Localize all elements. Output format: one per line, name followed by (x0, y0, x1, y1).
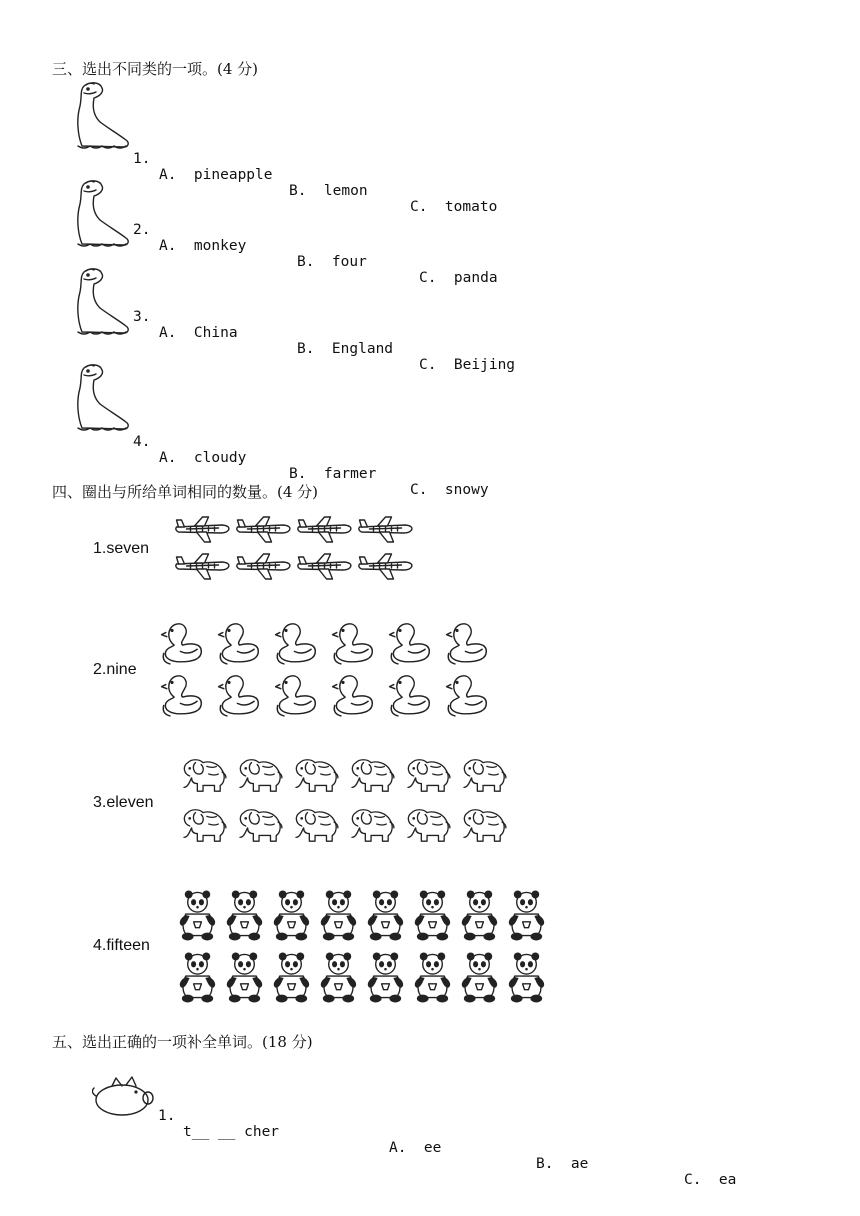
airplane-icon[interactable] (355, 551, 416, 581)
question-row (133, 293, 693, 373)
duck-icon[interactable] (268, 620, 325, 666)
panda-icon[interactable] (315, 950, 362, 1004)
question-number: 1. (133, 151, 151, 167)
airplane-icon[interactable] (355, 514, 416, 544)
option-c[interactable]: C. tomato (410, 199, 498, 215)
panda-icon[interactable] (456, 950, 503, 1004)
duck-icon[interactable] (268, 672, 325, 718)
option-c[interactable]: C. ea (684, 1172, 737, 1188)
count-label: 3.eleven (93, 794, 154, 811)
question-number: 3. (133, 309, 151, 325)
word-blank: t__ __ cher (183, 1124, 280, 1140)
option-a[interactable]: A. ee (389, 1140, 442, 1156)
elephant-icon[interactable] (456, 755, 512, 795)
airplane-icon[interactable] (172, 551, 233, 581)
question-number: 4. (133, 434, 151, 450)
duck-icon[interactable] (325, 620, 382, 666)
panda-icon[interactable] (362, 888, 409, 942)
duck-icon[interactable] (211, 620, 268, 666)
panda-icon[interactable] (268, 888, 315, 942)
elephant-icon[interactable] (176, 805, 232, 845)
airplane-icon[interactable] (172, 514, 233, 544)
panda-icon[interactable] (221, 950, 268, 1004)
question-number: 2. (133, 222, 151, 238)
option-a[interactable]: A. cloudy (159, 450, 247, 466)
option-b[interactable]: B. farmer (289, 466, 377, 482)
panda-group (174, 888, 550, 1004)
duck-icon[interactable] (154, 672, 211, 718)
elephant-icon[interactable] (400, 755, 456, 795)
option-b[interactable]: B. four (297, 254, 367, 270)
elephant-icon[interactable] (288, 755, 344, 795)
dinosaur-icon (70, 362, 134, 438)
panda-icon[interactable] (315, 888, 362, 942)
section4-title: 四、圈出与所给单词相同的数量。(4 分) (52, 483, 319, 501)
dinosaur-icon (70, 80, 134, 156)
panda-icon[interactable] (268, 950, 315, 1004)
airplane-icon[interactable] (233, 551, 294, 581)
elephant-icon[interactable] (232, 755, 288, 795)
elephant-icon[interactable] (344, 755, 400, 795)
option-a[interactable]: A. monkey (159, 238, 247, 254)
duck-icon[interactable] (211, 672, 268, 718)
option-a[interactable]: A. China (159, 325, 238, 341)
elephant-icon[interactable] (456, 805, 512, 845)
dinosaur-icon (70, 178, 134, 254)
count-label: 2.nine (93, 661, 137, 678)
question-number: 1. (158, 1108, 176, 1124)
section5-title: 五、选出正确的一项补全单词。(18 分) (52, 1033, 313, 1051)
option-c[interactable]: C. Beijing (419, 357, 516, 373)
count-label: 1.seven (93, 540, 150, 557)
panda-icon[interactable] (174, 950, 221, 1004)
count-label: 4.fifteen (93, 937, 150, 954)
duck-icon[interactable] (382, 620, 439, 666)
panda-icon[interactable] (409, 888, 456, 942)
option-b[interactable]: B. ae (536, 1156, 589, 1172)
duck-icon[interactable] (439, 672, 496, 718)
elephant-group (176, 755, 512, 845)
option-b[interactable]: B. England (297, 341, 394, 357)
question-row (158, 1092, 758, 1188)
airplane-group (172, 514, 416, 581)
panda-icon[interactable] (362, 950, 409, 1004)
elephant-icon[interactable] (176, 755, 232, 795)
option-c[interactable]: C. snowy (410, 482, 489, 498)
panda-icon[interactable] (456, 888, 503, 942)
panda-icon[interactable] (409, 950, 456, 1004)
pig-icon (92, 1072, 156, 1124)
question-row (133, 206, 693, 286)
section3-title: 三、选出不同类的一项。(4 分) (52, 60, 259, 78)
duck-icon[interactable] (382, 672, 439, 718)
elephant-icon[interactable] (400, 805, 456, 845)
panda-icon[interactable] (174, 888, 221, 942)
airplane-icon[interactable] (294, 514, 355, 544)
option-c[interactable]: C. panda (419, 270, 498, 286)
airplane-icon[interactable] (294, 551, 355, 581)
duck-icon[interactable] (325, 672, 382, 718)
option-b[interactable]: B. lemon (289, 183, 368, 199)
duck-icon[interactable] (154, 620, 211, 666)
question-row (133, 135, 693, 215)
duck-icon[interactable] (439, 620, 496, 666)
elephant-icon[interactable] (344, 805, 400, 845)
panda-icon[interactable] (221, 888, 268, 942)
elephant-icon[interactable] (232, 805, 288, 845)
airplane-icon[interactable] (233, 514, 294, 544)
elephant-icon[interactable] (288, 805, 344, 845)
duck-group (154, 620, 496, 718)
option-a[interactable]: A. pineapple (159, 167, 273, 183)
panda-icon[interactable] (503, 950, 550, 1004)
dinosaur-icon (70, 266, 134, 342)
panda-icon[interactable] (503, 888, 550, 942)
